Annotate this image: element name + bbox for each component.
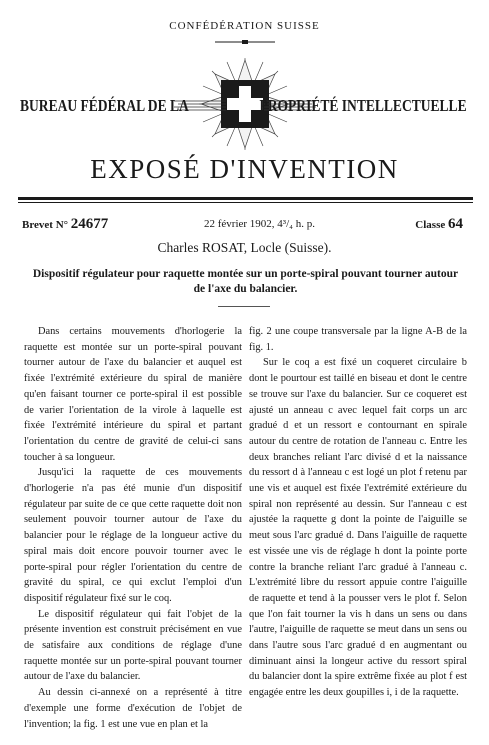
filing-date: 22 février 1902, 4³/₄ h. p. [204,218,315,230]
ornamental-rule [215,40,275,44]
brevet-label: Brevet N° [22,219,69,231]
paragraph: Le dispositif régulateur qui fait l'objet de la présente invention est construit précisément en vue de satisfaire aux conditions de réglage d'une raquette montée sur un porte-spiral pouvant tourner autour de l'axe du balancier. [24,608,242,683]
brevet-number: 24677 [70,216,109,232]
paragraph: fig. 2 une coupe transversale par la ligne A-B de la fig. 1. [249,326,467,353]
title-rule-thin [18,202,473,203]
invention-subject: Dispositif régulateur pour raquette montée sur un porte-spiral pouvant tourner autour de l'axe du balancier. [32,268,459,295]
classe-label: Classe [415,219,446,231]
bureau-heading-right: PROPRIÉTÉ INTELLECTUELLE [259,96,467,115]
body-column-left [24,324,242,732]
inventor-name: Charles ROSAT, Locle (Suisse). [157,240,332,255]
subject-divider [218,306,270,307]
paragraph: Sur le coq a est fixé un coqueret circulaire b dont le pourtour est taillé en biseau et dont le centre se trouve sur l'axe du balancier. Sur ce coqueret est ajusté un anneau c avec lequel fait corps un arc gradué d et un ressort e contournant en spirale autour du centre de rotation de l'anneau c. Entre les deux branches reliant l'arc divisé d et la naissance du ressort d à l'anneau c est logé un plot f retenu par une vis et auquel est fixée l'extrémité extérieure du spiral non représenté au dessin. Sur l'anneau c est ajustée la raquette g dont la pointe de l'aiguille se meut sous l'arc gradué d. Dans l'aiguille de raquette est vissée une vis de réglage h dont la pointe porte contre la branche reliant l'arc gradué à l'anneau c. L'extrémité libre du ressort appuie contre l'aiguille de raquette et tend à la pousser vers le plot f. Selon que l'on fait tourner la vis h dans un sens ou dans l'autre, l'aiguille de raquette se meut dans un sens ou dans l'autre sous l'arc gradué d en augmentant ou diminuant ainsi la longeur active du ressort spiral du balancier dont la spire extrême fixée au plot f est engagée entre les deux goupilles i, i de la raquette. [249,357,467,699]
title-rule-thick [18,197,473,200]
classe-line [415,216,463,233]
paragraph: Jusqu'ici la raquette de ces mouvements d'horlogerie n'a pas été munie d'un dispositif régulateur par suite de ce que cette raquette doit non seulement pouvoir tourner autour de l'axe du balancier pour le réglage de la longueur active du spiral mais doit encore pouvoir tourner avec le porte-spiral pour régler l'orientation du centre de gravité du spiral, ce qui exclut l'emploi d'un dispositif régulateur fixé sur le coq. [24,467,242,604]
confederation-heading: CONFÉDÉRATION SUISSE [169,20,320,32]
body-column-right [249,324,467,701]
bureau-heading-left: BUREAU FÉDÉRAL DE LA [20,96,189,115]
paragraph: Au dessin ci-annexé on a représenté à titre d'exemple une forme d'exécution de l'objet de l'invention; la fig. 1 est une vue en plan et la [24,687,242,730]
document-title: EXPOSÉ D'INVENTION [90,154,399,184]
paragraph: Dans certains mouvements d'horlogerie la raquette est montée sur un porte-spiral pouvant tourner autour de l'axe du balancier et auquel est fixée l'extrémité extérieure du spiral de manière qu'en faisant tourner ce porte-spiral il est possible de varier l'orientation de la virole à laquelle est fixée l'extrémité intérieure du spiral et partant l'orientation du centre de gravité de celui-ci sans toucher à sa longueur. [24,326,242,463]
classe-number: 64 [448,216,463,232]
